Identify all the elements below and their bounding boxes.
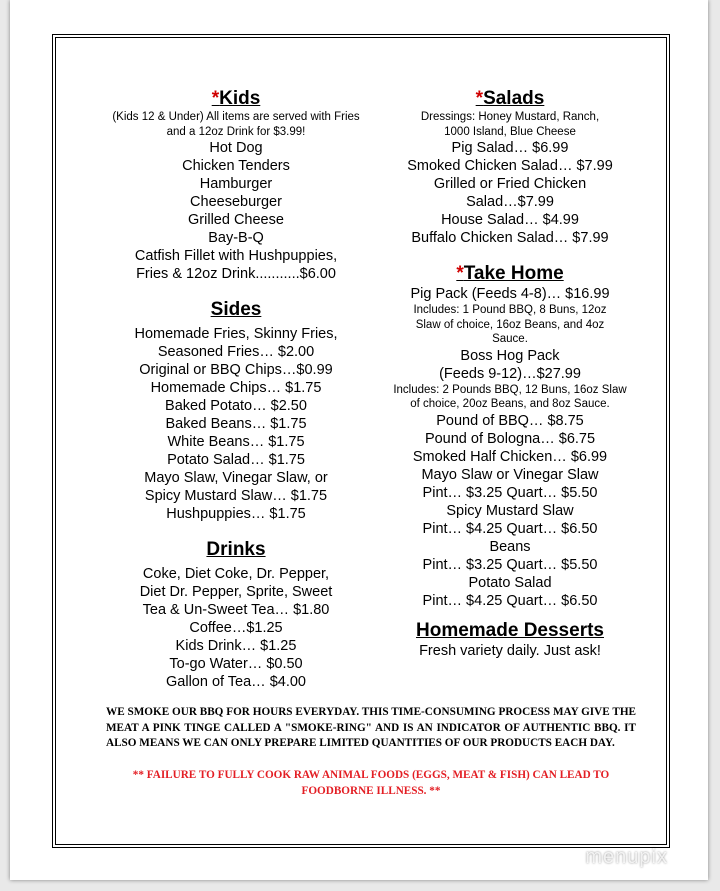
salads-item: House Salad… $4.99	[441, 212, 579, 228]
bbq-disclaimer: WE SMOKE OUR BBQ FOR HOURS EVERYDAY. THIS TIME-CONSUMING PROCESS MAY GIVE THE MEAT A PINK TINGE CALLED A "SMOKE-RING" AND IS AN INDICATOR OF AUTHENTIC BBQ. IT ALSO MEANS WE CAN ONLY PREPARE LIMITED QUANTITIES OF OUR PRODUCTS EACH DAY.	[106, 706, 636, 749]
take-home-item: Potato Salad	[468, 574, 552, 591]
pig-pack-note: Includes: 1 Pound BBQ, 8 Buns, 12oz Slaw of choice, 16oz Beans, and 4oz Sauce.	[413, 304, 607, 345]
salads-item: Salad…$7.99	[466, 194, 554, 210]
kids-item: Hot Dog	[209, 140, 263, 156]
salads-title-text: Salads	[483, 88, 545, 109]
pig-pack: Pig Pack (Feeds 4-8)… $16.99	[410, 286, 610, 302]
sides-item: Homemade Fries, Skinny Fries,	[134, 326, 338, 342]
sides-item: Homemade Chips… $1.75	[150, 380, 322, 396]
menupix-watermark: menupix	[585, 846, 668, 868]
drinks-item: To-go Water… $0.50	[169, 656, 303, 672]
salads-star: *	[475, 88, 484, 109]
kids-item: Chicken Tenders	[182, 158, 290, 174]
right-column	[380, 88, 640, 660]
sides-list	[108, 325, 364, 523]
take-home-item: Mayo Slaw or Vinegar Slaw	[421, 466, 599, 483]
salads-item: Smoked Chicken Salad… $7.99	[407, 158, 613, 174]
sides-item: Baked Potato… $2.50	[165, 398, 307, 414]
drinks-item: Coke, Diet Coke, Dr. Pepper,	[142, 566, 330, 582]
take-home-item: Pound of BBQ… $8.75	[436, 412, 584, 429]
drinks-list	[108, 565, 364, 691]
sides-item: White Beans… $1.75	[167, 434, 305, 450]
sides-item: Original or BBQ Chips…$0.99	[139, 362, 333, 378]
salads-title	[380, 88, 640, 110]
menu-page	[10, 0, 708, 880]
sides-item: Potato Salad… $1.75	[167, 452, 305, 468]
take-home-star: *	[456, 263, 464, 284]
salads-list	[380, 139, 640, 247]
food-safety-warning: ** FAILURE TO FULLY COOK RAW ANIMAL FOODS (EGGS, MEAT & FISH) CAN LEAD TO FOODBORNE ILLNESS. **	[132, 769, 610, 797]
kids-title-text: Kids	[219, 88, 261, 109]
salads-note: Dressings: Honey Mustard, Ranch, 1000 Island, Blue Cheese	[420, 111, 600, 138]
sides-title: Sides	[210, 299, 262, 320]
kids-list	[108, 139, 364, 283]
salads-item: Buffalo Chicken Salad… $7.99	[411, 230, 609, 246]
kids-item: Grilled Cheese	[188, 212, 284, 228]
kids-item: Fries & 12oz Drink...........$6.00	[136, 266, 336, 282]
sides-item: Seasoned Fries… $2.00	[157, 344, 315, 360]
take-home-item: Smoked Half Chicken… $6.99	[412, 448, 608, 465]
kids-item: Catfish Fillet with Hushpuppies,	[134, 248, 338, 264]
take-home-item: Pint… $4.25 Quart… $6.50	[422, 592, 598, 609]
take-home-item: Pint… $3.25 Quart… $5.50	[422, 556, 598, 573]
left-column	[108, 88, 364, 691]
sides-item: Mayo Slaw, Vinegar Slaw, or	[144, 470, 328, 486]
boss-hog-pack-price: (Feeds 9-12)…$27.99	[439, 365, 581, 382]
desserts-note: Fresh variety daily. Just ask!	[419, 642, 601, 659]
take-home-list	[380, 412, 640, 610]
drinks-title: Drinks	[206, 539, 266, 560]
salads-item: Pig Salad… $6.99	[451, 140, 569, 156]
drinks-item: Kids Drink… $1.25	[175, 638, 297, 654]
sides-item: Baked Beans… $1.75	[165, 416, 307, 432]
take-home-item: Pint… $4.25 Quart… $6.50	[422, 520, 598, 537]
sides-item: Hushpuppies… $1.75	[166, 506, 306, 522]
drinks-item: Diet Dr. Pepper, Sprite, Sweet	[139, 584, 333, 600]
take-home-item: Pint… $3.25 Quart… $5.50	[422, 484, 598, 501]
kids-item: Hamburger	[199, 176, 273, 192]
drinks-item: Coffee…$1.25	[189, 620, 283, 636]
boss-hog-pack: Boss Hog Pack	[460, 347, 560, 364]
salads-item: Grilled or Fried Chicken	[433, 176, 587, 192]
take-home-title-text: Take Home	[463, 263, 564, 284]
drinks-item: Tea & Un-Sweet Tea… $1.80	[142, 602, 330, 618]
kids-item: Bay-B-Q	[208, 230, 264, 246]
kids-item: Cheeseburger	[190, 194, 282, 210]
take-home-item: Beans	[489, 538, 531, 555]
take-home-title	[380, 263, 640, 285]
kids-title	[108, 88, 364, 110]
take-home-item: Spicy Mustard Slaw	[446, 502, 574, 519]
boss-hog-note: Includes: 2 Pounds BBQ, 12 Buns, 16oz Slaw of choice, 20oz Beans, and 8oz Sauce.	[393, 383, 627, 410]
kids-note: (Kids 12 & Under) All items are served with Fries and a 12oz Drink for $3.99!	[112, 111, 360, 138]
take-home-item: Pound of Bologna… $6.75	[424, 430, 596, 447]
sides-item: Spicy Mustard Slaw… $1.75	[144, 488, 328, 504]
kids-star: *	[211, 88, 220, 109]
drinks-item: Gallon of Tea… $4.00	[166, 674, 306, 690]
desserts-title: Homemade Desserts	[416, 619, 604, 641]
